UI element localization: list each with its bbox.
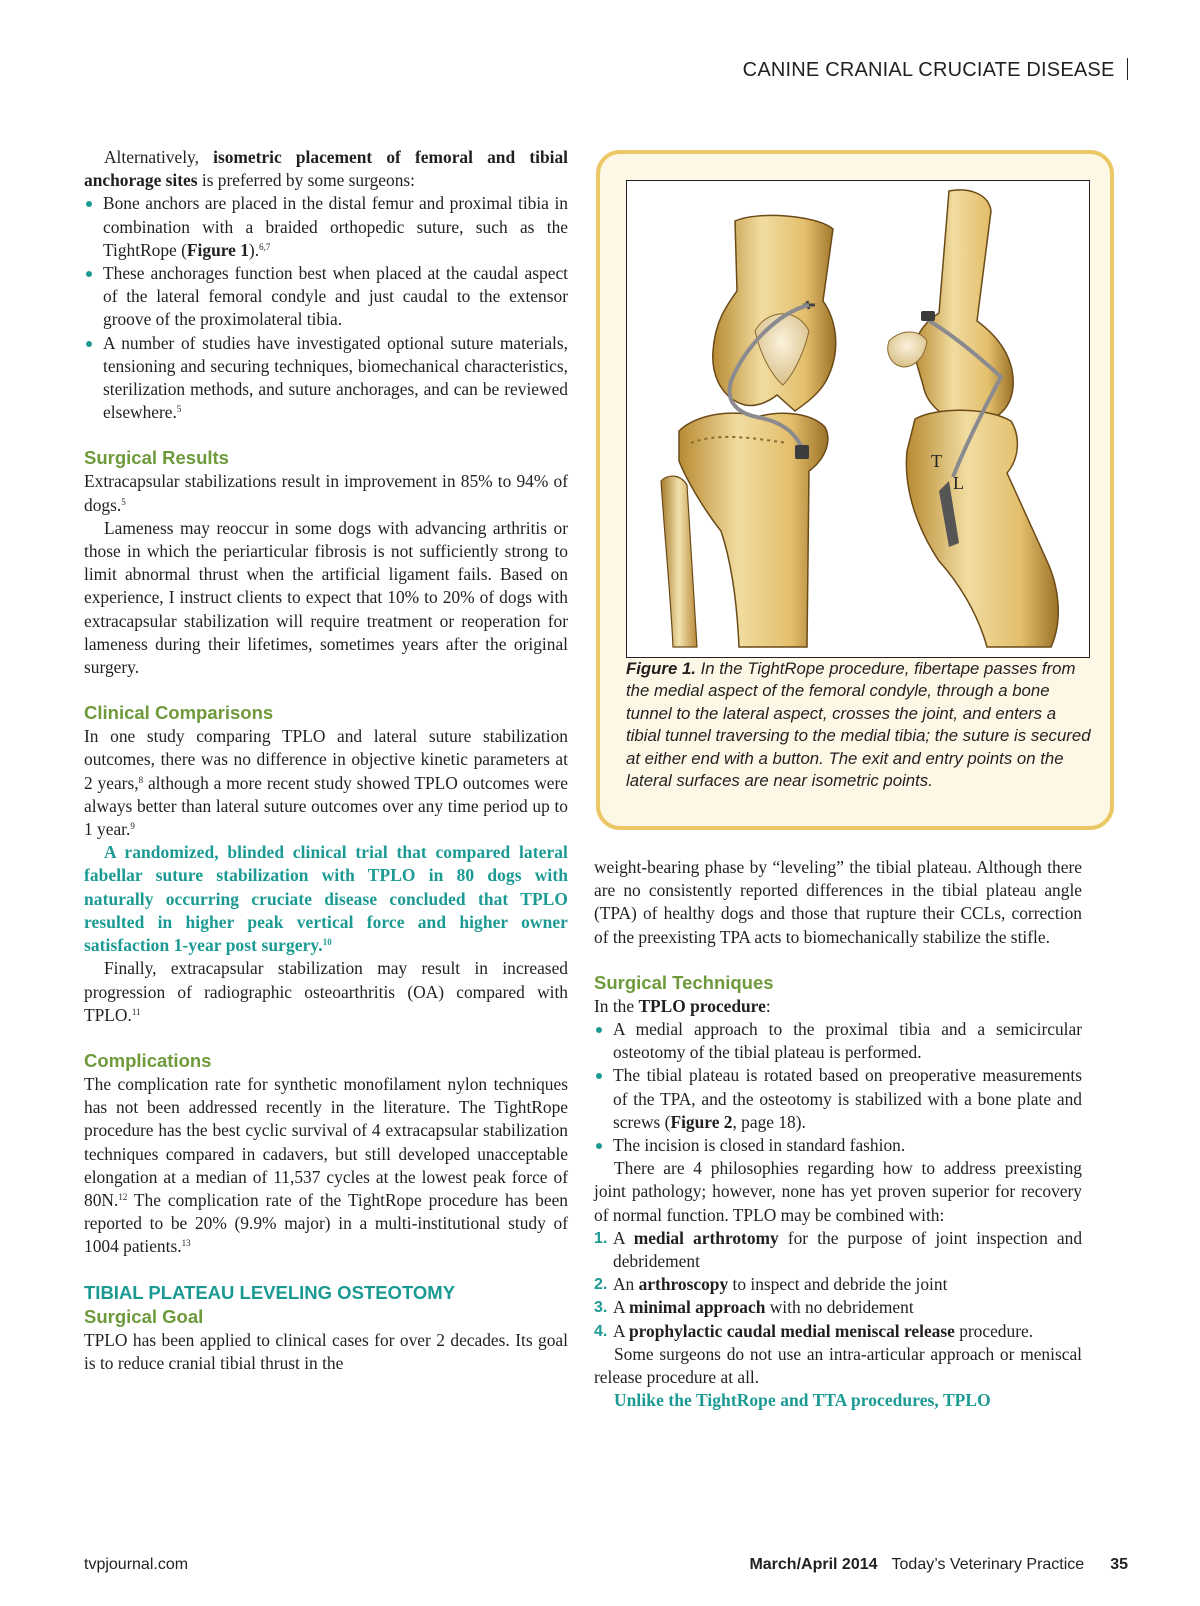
combination-options-list — [594, 1227, 1082, 1343]
publication-name: Today’s Veterinary Practice — [891, 1556, 1085, 1573]
list-item — [594, 1227, 1082, 1273]
philosophies-paragraph: There are 4 philosophies regarding how to address preexisting joint pathology; however, none has yet proven superior for recovery of normal function. TPLO may be combined with: — [594, 1158, 1082, 1225]
list-item — [594, 1064, 1082, 1134]
label-l: L — [953, 473, 964, 493]
running-header — [743, 58, 1128, 82]
item-text-end: to inspect and debride the joint — [728, 1274, 948, 1295]
intro-text: In the — [594, 995, 639, 1016]
list-item — [594, 1273, 1082, 1296]
surgical-techniques-heading: Surgical Techniques — [594, 971, 774, 993]
footer-site: tvpjournal.com — [84, 1556, 189, 1573]
front-view-knee — [661, 215, 836, 647]
list-number: 1. — [594, 1229, 608, 1247]
techniques-intro — [594, 995, 1082, 1018]
figure-1-caption — [626, 658, 1092, 792]
paragraph-text: In one study comparing TPLO and lateral suture stabilization outcomes, there was no difference in objective kinetic parameters at 2 years, — [84, 726, 568, 793]
list-item: The incision is closed in standard fashion. — [594, 1134, 1082, 1157]
citation: 9 — [130, 821, 135, 832]
tplo-section-heading: TIBIAL PLATEAU LEVELING OSTEOTOMY — [84, 1281, 456, 1303]
list-item — [594, 1296, 1082, 1319]
item-text: A — [613, 1227, 634, 1248]
complications-heading: Complications — [84, 1049, 212, 1071]
figure-1-box — [596, 150, 1114, 830]
right-column — [594, 856, 1082, 1412]
paragraph-text: although a more recent study showed TPLO outcomes were always better than lateral suture outcomes over any time period up to 1 year. — [84, 772, 568, 840]
tplo-procedure-bold: TPLO procedure — [638, 995, 766, 1016]
intro-text-end: is preferred by some surgeons: — [197, 170, 416, 191]
citation: 10 — [322, 937, 332, 948]
page-number: 35 — [1110, 1556, 1128, 1573]
item-text: A — [613, 1320, 629, 1341]
intro-text: Alternatively, — [104, 147, 214, 167]
item-bold: prophylactic caudal medial meniscal release — [628, 1320, 955, 1341]
citation: 6,7 — [259, 241, 271, 252]
item-text-end: procedure. — [954, 1320, 1034, 1341]
paragraph-text: Extracapsular stabilizations result in improvement in 85% to 94% of dogs. — [84, 471, 568, 515]
caption-text: In the TightRope procedure, fibertape passes from the medial aspect of the femoral condyle, through a bone tunnel to the lateral aspect, crosses the joint, and enters a tibial tunnel traversing to the medial tibia; the suture is secured at either end with a button. The exit and entry points on the lateral surfaces are near isometric points. — [626, 659, 1091, 791]
surgical-results-p2: Lameness may reoccur in some dogs with advancing arthritis or those in which the periarticular fibrosis is not sufficiently strong to limit abnormal thrust when the artificial ligament fails. Based on experience, I instruct clients to expect that 10% to 20% of dogs with extracapsular stabilization will require treatment or reoperation for lameness during their lifetimes, sometimes years after the original surgery. — [84, 517, 568, 678]
figure2-ref: Figure 2 — [670, 1111, 733, 1132]
running-title: CANINE CRANIAL CRUCIATE DISEASE — [742, 59, 1115, 81]
figure1-ref: Figure 1 — [186, 239, 249, 260]
bullet1-text-end: ). — [248, 239, 260, 260]
intro-text-end: : — [765, 995, 771, 1016]
bullet-text-end: , page 18). — [732, 1111, 806, 1132]
tplo-steps-list — [594, 1018, 1082, 1157]
bullet3-text: A number of studies have investigated optional suture materials, tensioning and securing techniques, biomechanical characteristics, sterilization methods, and suture anchorages, and can be reviewed elsewhere. — [103, 332, 568, 423]
surgical-goal-p1: TPLO has been applied to clinical cases for over 2 decades. Its goal is to reduce cranial tibial thrust in the — [84, 1329, 568, 1373]
clinical-comparisons-p1 — [84, 725, 568, 841]
surgical-goal-continued: weight-bearing phase by “leveling” the tibial plateau. Although there are no consistently reported differences in the tibial plateau angle (TPA) of healthy dogs and those that rupture their CCLs, correction of the preexisting TPA acts to biomechanically stabilize the stifle. — [594, 857, 1082, 947]
item-text: A — [613, 1297, 629, 1318]
item-bold: minimal approach — [628, 1297, 766, 1318]
list-number: 2. — [594, 1276, 608, 1294]
list-item: A medial approach to the proximal tibia and a semicircular osteotomy of the tibial plateau is performed. — [594, 1018, 1082, 1064]
item-text-end: for the purpose of joint inspection and debridement — [613, 1227, 1083, 1272]
header-divider — [1127, 58, 1129, 80]
complications-p1 — [84, 1073, 568, 1259]
paragraph-text: Finally, extracapsular stabilization may result in increased progression of radiographic osteoarthritis (OA) compared with TPLO. — [84, 958, 568, 1025]
left-column — [84, 146, 568, 1375]
list-item — [594, 1320, 1082, 1343]
footer-issue — [749, 1556, 1128, 1574]
bullet1-text: Bone anchors are placed in the distal femur and proximal tibia in combination with a braided orthopedic suture, such as the TightRope ( — [103, 193, 568, 260]
list-number: 4. — [594, 1322, 608, 1340]
stifle-illustration — [626, 180, 1090, 658]
anchorage-bullet-list — [84, 192, 568, 424]
highlight-text: A randomized, blinded clinical trial that compared lateral fabellar suture stabilization with TPLO in 80 dogs with naturally occurring cruciate disease concluded that TPLO resulted in higher peak vertical force and higher owner satisfaction 1-year post surgery. — [84, 842, 568, 956]
figure-label: Figure 1. — [626, 659, 696, 678]
issue-date: March/April 2014 — [749, 1556, 878, 1573]
list-item — [84, 192, 568, 262]
citation: 11 — [131, 1006, 141, 1017]
intro-bold: isometric placement of femoral and tibial anchorage sites — [84, 147, 568, 191]
highlighted-finding — [84, 841, 568, 957]
item-text: An — [613, 1274, 639, 1295]
clinical-comparisons-heading: Clinical Comparisons — [84, 702, 274, 724]
list-number: 3. — [594, 1299, 608, 1317]
item-bold: medial arthrotomy — [633, 1227, 779, 1248]
citation: 5 — [176, 404, 182, 415]
clinical-comparisons-p3 — [84, 957, 568, 1027]
surgical-results-heading: Surgical Results — [84, 447, 229, 469]
item-bold: arthroscopy — [638, 1274, 729, 1295]
list-item: These anchorages function best when placed at the caudal aspect of the lateral femoral condyle and just caudal to the extensor groove of the proximolateral tibia. — [84, 262, 568, 332]
paragraph-text: The complication rate of the TightRope procedure has been reported to be 20% (9.9% major) in a multi-institutional study of 1004 patients. — [84, 1189, 568, 1257]
lateral-view-knee — [888, 190, 1058, 647]
knee-joint-drawing — [627, 181, 1089, 657]
paragraph-text: The complication rate for synthetic monofilament nylon techniques has not been addressed recently in the literature. The TightRope procedure has the best cyclic survival of 4 extracapsular stabilization techniques compared in cadavers, but still developed unacceptable elongation at a median of 11,537 cycles at the lowest peak force of 80N. — [84, 1073, 568, 1210]
highlighted-continuation: Unlike the TightRope and TTA procedures, TPLO — [614, 1390, 991, 1411]
citation: 5 — [121, 496, 126, 507]
label-t: T — [931, 451, 942, 471]
list-item — [84, 332, 568, 425]
bullet-text: The tibial plateau is rotated based on preoperative measurements of the TPA, and the osteotomy is stabilized with a bone plate and screws ( — [613, 1065, 1082, 1132]
intra-articular-paragraph: Some surgeons do not use an intra-articular approach or meniscal release procedure at all. — [594, 1343, 1082, 1388]
intro-paragraph — [84, 146, 568, 192]
surgical-goal-heading: Surgical Goal — [84, 1305, 204, 1327]
item-text-end: with no debridement — [765, 1297, 914, 1318]
citation: 8 — [138, 774, 144, 785]
citation: 13 — [181, 1238, 191, 1249]
surgical-results-p1 — [84, 470, 568, 516]
citation: 12 — [118, 1191, 128, 1202]
